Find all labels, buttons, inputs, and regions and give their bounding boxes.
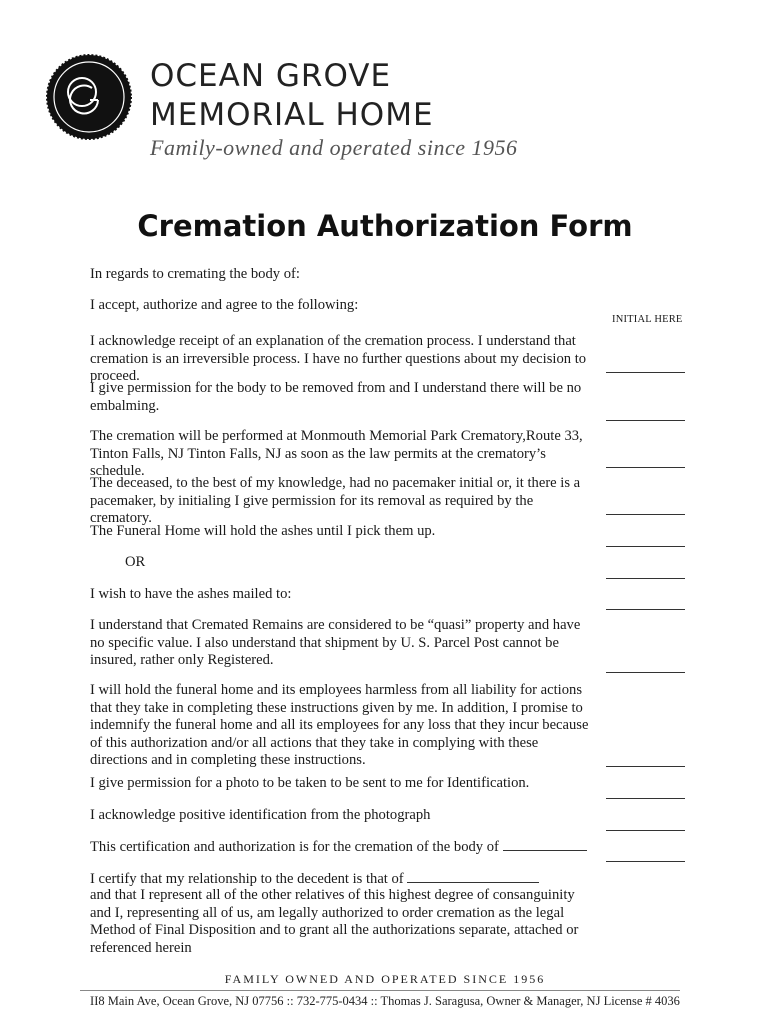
initial-line-certification[interactable] [606, 861, 685, 862]
brand-name-line2: MEMORIAL HOME [150, 97, 434, 133]
certification-text: This certification and authorization is for the cremation of the body of [90, 839, 499, 855]
clause-quasi-property: I understand that Cremated Remains are considered to be “quasi” property and have no specific value. I also understand that shipment by U. S. Parcel Post cannot be insured, rather only Registered. [90, 617, 581, 668]
initial-line-quasi-property[interactable] [606, 672, 685, 673]
decedent-name-field[interactable] [503, 838, 587, 851]
initial-line-removal[interactable] [606, 420, 685, 421]
footer-tagline: FAMILY OWNED AND OPERATED SINCE 1956 [224, 972, 546, 986]
form-title: Cremation Authorization Form [137, 209, 633, 243]
clause-photo-identification: I acknowledge positive identification from the photograph [90, 807, 431, 823]
clause-pacemaker: The deceased, to the best of my knowledge, had no pacemaker initial or, it there is a pacemaker, by initialing I give permission for its removal as required by the crematory. [90, 475, 581, 526]
initial-line-pacemaker[interactable] [606, 514, 685, 515]
accept-line: I accept, authorize and agree to the following: [90, 297, 359, 313]
initial-line-photo-identification[interactable] [606, 830, 685, 831]
initial-line-indemnify[interactable] [606, 766, 685, 767]
clause-certification [90, 838, 650, 857]
initial-line-crematory[interactable] [606, 467, 685, 468]
og-logo-seal [46, 54, 132, 140]
initial-line-or[interactable] [606, 578, 685, 579]
clause-crematory-location: The cremation will be performed at Monmouth Memorial Park Crematory,Route 33, Tinton Falls, NJ Tinton Falls, NJ as soon as the law permits at the crematory’s schedule. [90, 428, 583, 479]
clause-relationship [90, 870, 650, 889]
footer-divider [80, 990, 680, 991]
brand-name-line1: OCEAN GROVE [150, 58, 392, 94]
intro-line: In regards to cremating the body of: [90, 266, 300, 282]
clause-removal-embalming: I give permission for the body to be removed from and I understand there will be no embalming. [90, 380, 582, 414]
brand-tagline: Family-owned and operated since 1956 [150, 135, 518, 160]
initial-line-photo-permission[interactable] [606, 798, 685, 799]
initial-line-cremation-process[interactable] [606, 372, 685, 373]
initial-line-hold-ashes[interactable] [606, 546, 685, 547]
footer-contact: II8 Main Ave, Ocean Grove, NJ 07756 :: 732-775-0434 :: Thomas J. Saragusa, Owner & Manager, NJ License # 4036 [90, 994, 680, 1008]
clause-authority: and that I represent all of the other relatives of this highest degree of consanguinity and I, representing all of us, am legally authorized to order cremation as the legal Method of Final Disposition and to grant all the authorizations separate, attached or referenced herein [90, 887, 579, 956]
relationship-field[interactable] [407, 870, 539, 883]
clause-hold-ashes: The Funeral Home will hold the ashes until I pick them up. [90, 523, 436, 539]
clause-indemnify: I will hold the funeral home and its employees harmless from all liability for actions that they take in completing these instructions given by me. In addition, I promise to indemnify the funeral home and all its employees for any loss that they incur because of this authorization and/or all actions that they take in complying with these directions and in completing these instructions. [90, 682, 589, 768]
or-separator: OR [125, 554, 146, 570]
clause-cremation-process: I acknowledge receipt of an explanation of the cremation process. I understand that cremation is an irreversible process. I have no further questions about my decision to proceed. [90, 333, 587, 384]
clause-mail-ashes: I wish to have the ashes mailed to: [90, 586, 292, 602]
clause-photo-permission: I give permission for a photo to be taken to be sent to me for Identification. [90, 775, 530, 791]
initial-line-mail-ashes[interactable] [606, 609, 685, 610]
initial-here-header: INITIAL HERE [612, 314, 683, 325]
relationship-text: I certify that my relationship to the decedent is that of [90, 871, 404, 887]
